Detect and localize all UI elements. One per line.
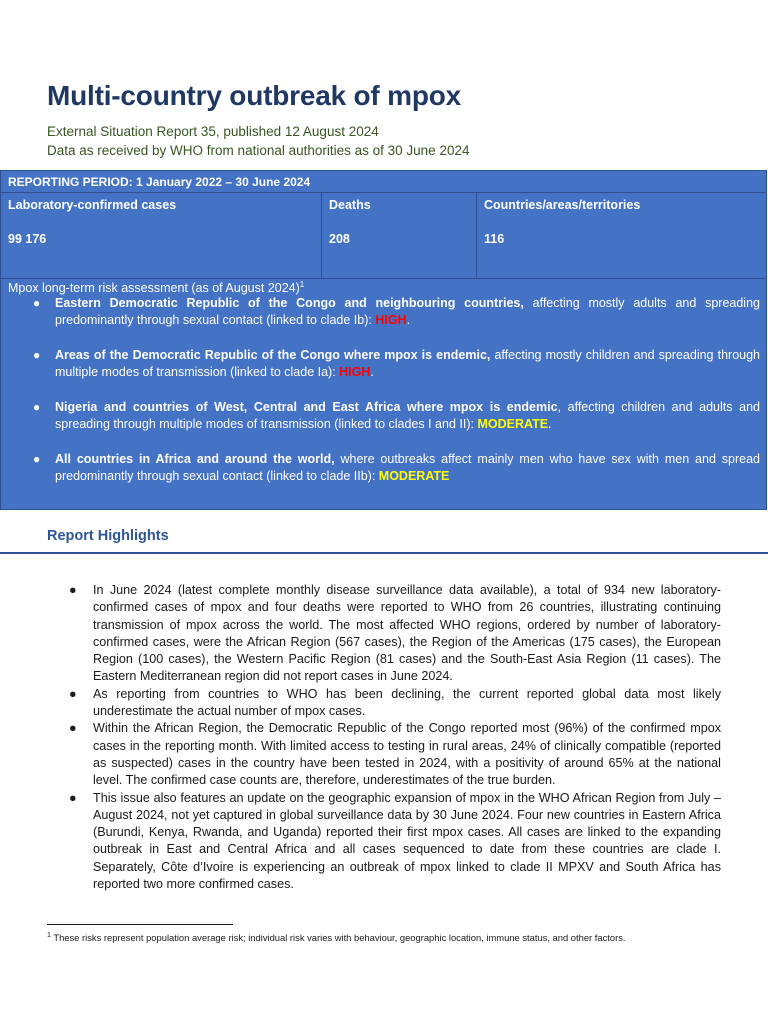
reporting-period: REPORTING PERIOD: 1 January 2022 – 30 June 2024 xyxy=(1,171,766,193)
stat-label: Deaths xyxy=(329,198,371,212)
risk-description: , affecting children and adults and spreading through multiple modes of transmission (linked to clades I and II): xyxy=(55,400,760,431)
risk-item xyxy=(33,347,760,380)
highlight-text: Within the African Region, the Democratic Republic of the Congo reported most (96%) of the confirmed mpox cases in the reporting month. With limited access to testing in rural areas, 24% of clinically compatible (reported as suspected) cases in the country have been tested in 2024, with a positivity of around 65% at the national level. The confirmed case counts are, therefore, underestimates of the true burden. xyxy=(93,721,721,788)
risk-heading-text: Mpox long-term risk assessment (as of August 2024) xyxy=(8,281,300,296)
page-title: Multi-country outbreak of mpox xyxy=(47,80,462,111)
data-source-note: Data as received by WHO from national authorities as of 30 June 2024 xyxy=(47,143,470,158)
highlights-list xyxy=(0,582,721,893)
risk-end: . xyxy=(406,312,411,327)
risk-area: Areas of the Democratic Republic of the Congo where mpox is endemic, xyxy=(55,348,491,362)
stat-value: 116 xyxy=(484,232,505,246)
risk-description: affecting mostly adults and spreading predominantly through sexual contact (linked to clade Ib): xyxy=(55,296,760,327)
bullet-icon: ● xyxy=(69,686,77,701)
report-subtitle: External Situation Report 35, published 12 August 2024 xyxy=(47,124,379,139)
highlight-item xyxy=(69,720,721,789)
highlight-text: As reporting from countries to WHO has been declining, the current reported global data most likely underestimate the actual number of mpox cases. xyxy=(93,686,721,719)
highlight-text: In June 2024 (latest complete monthly disease surveillance data available), a total of 934 new laboratory-confirmed cases of mpox and four deaths were reported to WHO from 26 countries, illustrating continuing transmission of mpox across the world. The most affected WHO regions, ordered by number of laboratory-confirmed cases, were the African Region (567 cases), the Region of the Americas (175 cases), the European Region (100 cases), the Western Pacific Region (81 cases) and the South-East Asia Region (11 cases). The Eastern Mediterranean region did not report cases in June 2024. xyxy=(93,583,721,684)
highlight-item xyxy=(69,582,721,686)
stat-cases xyxy=(1,193,321,278)
footnote xyxy=(47,932,626,943)
bullet-icon: ● xyxy=(33,452,41,466)
bullet-icon: ● xyxy=(69,790,77,805)
risk-level-moderate: MODERATE xyxy=(378,468,450,483)
bullet-icon: ● xyxy=(33,400,41,414)
stat-value: 99 176 xyxy=(8,232,47,246)
risk-item xyxy=(33,451,760,484)
risk-end: . xyxy=(548,416,552,431)
footnote-marker: 1 xyxy=(47,932,51,939)
footnote-ref[interactable]: 1 xyxy=(299,280,305,289)
risk-area: Eastern Democratic Republic of the Congo and neighbouring countries, xyxy=(55,296,524,310)
stat-countries xyxy=(476,193,768,278)
risk-level-moderate: MODERATE xyxy=(477,416,549,431)
bullet-icon: ● xyxy=(33,296,41,310)
risk-item xyxy=(33,399,760,432)
risk-description: affecting mostly children and spreading through multiple modes of transmission (linked to clade Ia): xyxy=(55,348,760,379)
risk-area: All countries in Africa and around the world, xyxy=(55,452,335,466)
risk-end: . xyxy=(370,364,374,379)
footnote-text: These risks represent population average risk; individual risk varies with behaviour, geographic location, immune status, and other factors. xyxy=(50,932,626,944)
bullet-icon: ● xyxy=(33,348,41,362)
stat-deaths xyxy=(321,193,476,278)
stats-row xyxy=(1,193,766,279)
risk-level-high: HIGH xyxy=(375,312,407,327)
highlights-heading: Report Highlights xyxy=(47,528,169,544)
risk-assessment-heading xyxy=(8,280,304,295)
stat-value: 208 xyxy=(329,232,350,246)
risk-description: where outbreaks affect mainly men who have sex with men and spread predominantly through sexual contact (linked to clade IIb): xyxy=(55,452,760,483)
risk-level-high: HIGH xyxy=(339,364,371,379)
highlight-item xyxy=(69,790,721,894)
section-divider xyxy=(0,552,768,554)
bullet-icon: ● xyxy=(69,583,77,597)
summary-panel xyxy=(0,170,767,510)
risk-item xyxy=(33,295,760,328)
footnote-divider xyxy=(47,924,233,925)
stat-label: Laboratory-confirmed cases xyxy=(8,198,177,212)
risk-area: Nigeria and countries of West, Central and East Africa where mpox is endemic xyxy=(55,400,558,414)
highlight-item xyxy=(69,686,721,721)
stat-label: Countries/areas/territories xyxy=(484,198,641,212)
highlight-text: This issue also features an update on the geographic expansion of mpox in the WHO African Region from July – August 2024, not yet captured in global surveillance data by 30 June 2024. Four new countries in Eastern Africa (Burundi, Kenya, Rwanda, and Uganda) reported their first mpox cases. All cases are linked to the expanding outbreak in East and Central Africa and all cases sequenced to date from these countries are clade I. Separately, Côte d’Ivoire is experiencing an outbreak of mpox linked to clade II MPXV and South Africa has reported two more confirmed cases. xyxy=(93,790,721,892)
bullet-icon: ● xyxy=(69,721,77,736)
